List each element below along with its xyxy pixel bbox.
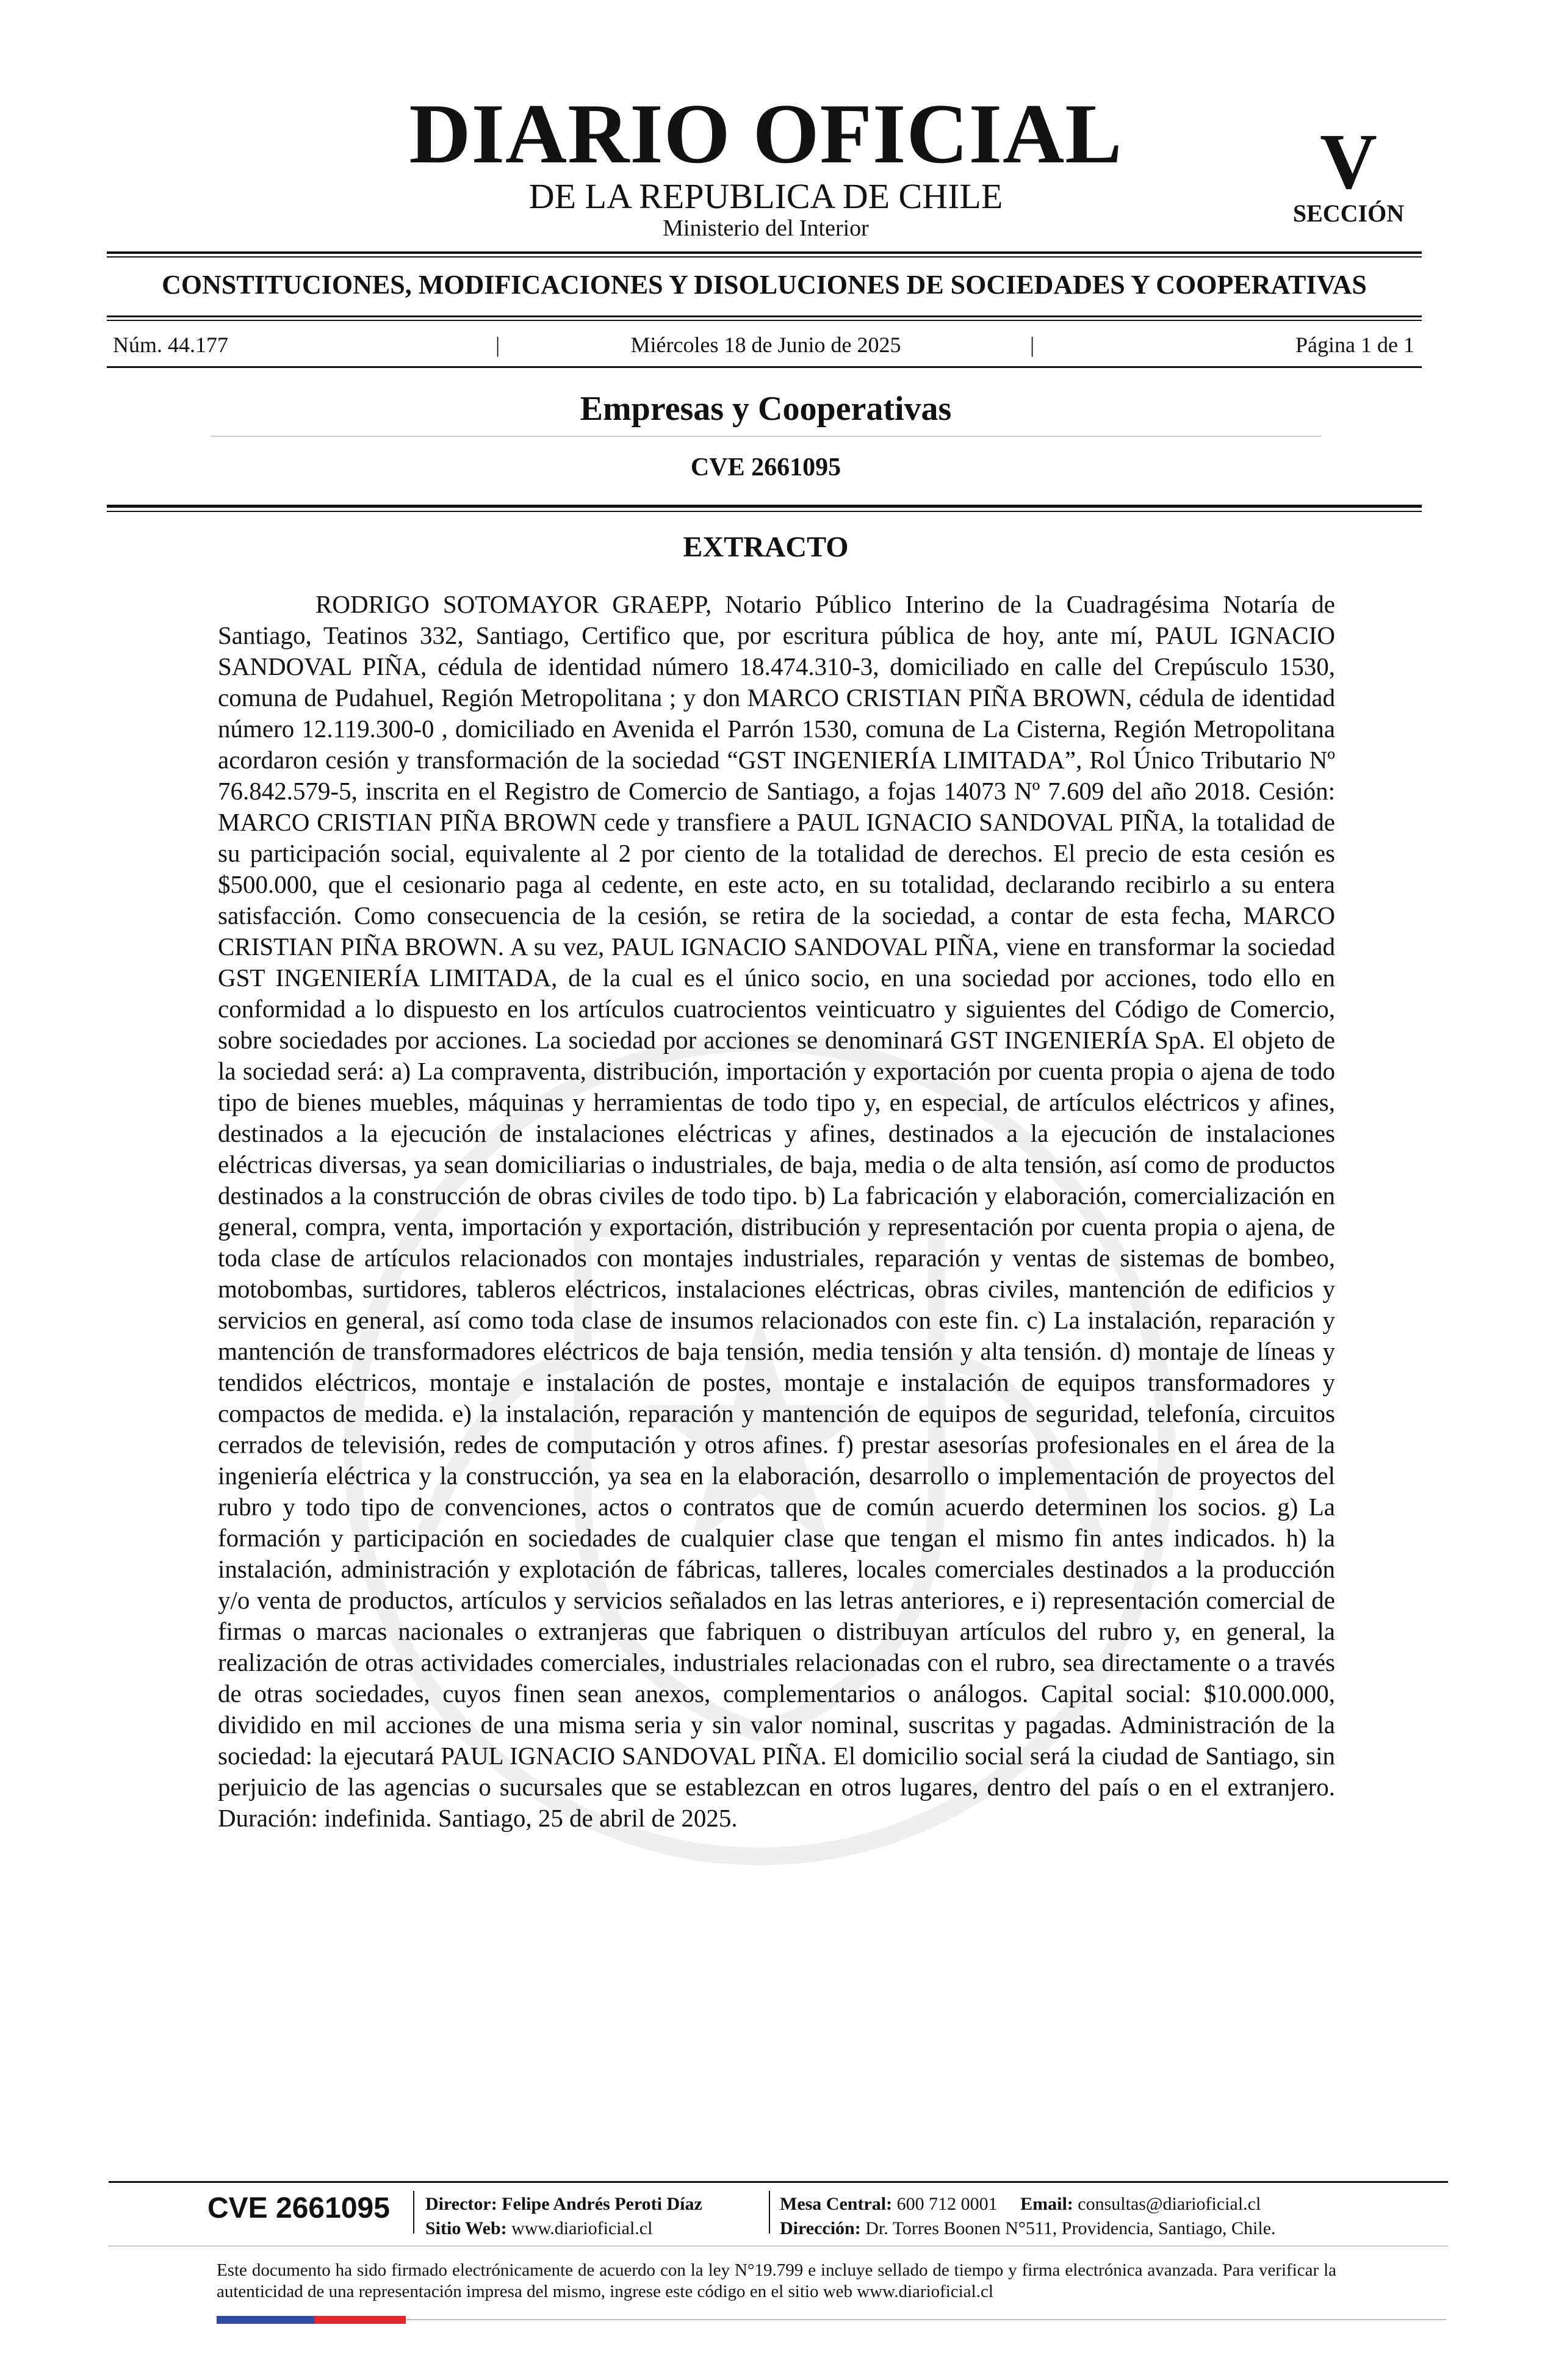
address-value: Dr. Torres Boonen N°511, Providencia, Santiago, Chile. bbox=[865, 2218, 1276, 2238]
category-title: CONSTITUCIONES, MODIFICACIONES Y DISOLUCIONES DE SOCIEDADES Y COOPERATIVAS bbox=[162, 270, 1367, 300]
director-name: Felipe Andrés Peroti Díaz bbox=[502, 2194, 702, 2214]
footer-website bbox=[425, 2216, 767, 2241]
footer-divider bbox=[769, 2191, 770, 2234]
category-rule-thin bbox=[107, 320, 1422, 321]
issue-date: Miércoles 18 de Junio de 2025 bbox=[630, 333, 901, 357]
section-title: Empresas y Cooperativas bbox=[580, 390, 952, 428]
masthead-subtitle: DE LA REPUBLICA DE CHILE bbox=[528, 176, 1003, 216]
section-letter: V bbox=[1320, 118, 1377, 206]
masthead-rule bbox=[107, 251, 1422, 254]
masthead-title: DIARIO OFICIAL bbox=[409, 87, 1123, 181]
meta-rule bbox=[107, 366, 1422, 368]
footer-rule bbox=[109, 2181, 1448, 2183]
cve-rule bbox=[107, 505, 1422, 508]
meta-separator: | bbox=[1030, 333, 1035, 357]
masthead-ministry: Ministerio del Interior bbox=[663, 215, 869, 241]
category-rule bbox=[107, 316, 1422, 317]
section-label: SECCIÓN bbox=[1292, 200, 1405, 227]
email-link[interactable]: consultas@diarioficial.cl bbox=[1078, 2194, 1261, 2214]
footer-contact bbox=[780, 2192, 1427, 2216]
section-rule bbox=[211, 436, 1321, 437]
footer-address bbox=[780, 2216, 1427, 2241]
issue-number: Núm. 44.177 bbox=[113, 333, 228, 357]
footer-director bbox=[425, 2192, 767, 2216]
phone-value: 600 712 0001 bbox=[896, 2194, 998, 2214]
masthead-rule-thin bbox=[107, 256, 1422, 258]
meta-separator: | bbox=[495, 333, 500, 357]
footer-cve: CVE 2661095 bbox=[207, 2192, 390, 2224]
email-label: Email: bbox=[1020, 2194, 1073, 2214]
website-link[interactable]: www.diarioficial.cl bbox=[511, 2218, 653, 2238]
website-label: Sitio Web: bbox=[425, 2218, 507, 2238]
flag-stripe-gray bbox=[406, 2319, 1446, 2320]
address-label: Dirección: bbox=[780, 2218, 861, 2238]
cve-header: CVE 2661095 bbox=[690, 453, 841, 481]
director-label: Director: bbox=[425, 2194, 497, 2214]
page-indicator: Página 1 de 1 bbox=[1295, 333, 1414, 357]
flag-stripe-red bbox=[314, 2316, 406, 2324]
extract-body: RODRIGO SOTOMAYOR GRAEPP, Notario Público Interino de la Cuadragésima Notaría de Santiago, Teatinos 332, Santiago, Certifico que, por escritura pública de hoy, ante mí, PAUL IGNACIO SANDOVAL PIÑA, cédula de identidad número 18.474.310-3, domiciliado en calle del Crepúsculo 1530, comuna de Pudahuel, Región Metropolitana ; y don MARCO CRISTIAN PIÑA BROWN, cédula de identidad número 12.119.300-0 , domiciliado en Avenida el Parrón 1530, comuna de La Cisterna, Región Metropolitana acordaron cesión y transformación de la sociedad “GST INGENIERÍA LIMITADA”, Rol Único Tributario Nº 76.842.579-5, inscrita en el Registro de Comercio de Santiago, a fojas 14073 Nº 7.609 del año 2018. Cesión: MARCO CRISTIAN PIÑA BROWN cede y transfiere a PAUL IGNACIO SANDOVAL PIÑA, la totalidad de su participación social, equivalente al 2 por ciento de la totalidad de derechos. El precio de esta cesión es $500.000, que el cesionario paga al cedente, en este acto, en su totalidad, declarando recibirlo a su entera satisfacción. Como consecuencia de la cesión, se retira de la sociedad, a contar de esta fecha, MARCO CRISTIAN PIÑA BROWN. A su vez, PAUL IGNACIO SANDOVAL PIÑA, viene en transformar la sociedad GST INGENIERÍA LIMITADA, de la cual es el único socio, en una sociedad por acciones, todo ello en conformidad a lo dispuesto en los artículos cuatrocientos veinticuatro y siguientes del Código de Comercio, sobre sociedades por acciones. La sociedad por acciones se denominará GST INGENIERÍA SpA. El objeto de la sociedad será: a) La compraventa, distribución, importación y exportación por cuenta propia o ajena de todo tipo de bienes muebles, máquinas y herramientas de todo tipo y, en especial, de artículos eléctricos y afines, destinados a la ejecución de instalaciones eléctricas y afines, destinados a la ejecución de instalaciones eléctricas diversas, ya sean domiciliarias o industriales, de baja, media o de alta tensión, así como de productos destinados a la construcción de obras civiles de todo tipo. b) La fabricación y elaboración, comercialización en general, compra, venta, importación y exportación, distribución y representación por cuenta propia o ajena, de toda clase de artículos relacionados con montajes industriales, reparación y ventas de sistemas de bombeo, motobombas, surtidores, tableros eléctricos, instalaciones eléctricas, obras civiles, mantención de edificios y servicios en general, así como toda clase de insumos relacionados con este fin. c) La instalación, reparación y mantención de transformadores eléctricos de baja tensión, media tensión y alta tensión. d) montaje de líneas y tendidos eléctricos, montaje e instalación de postes, montaje e instalación de equipos transformadores y compactos de medida. e) la instalación, reparación y mantención de equipos de seguridad, telefonía, circuitos cerrados de televisión, redes de computación y otros afines. f) prestar asesorías profesionales en el área de la ingeniería eléctrica y la construcción, ya sea en la elaboración, desarrollo o implementación de proyectos del rubro y todo tipo de convenciones, actos o contratos que de común acuerdo determinen los socios. g) La formación y participación en sociedades de cualquier clase que tengan el mismo fin antes indicados. h) la instalación, administración y explotación de fábricas, talleres, locales comerciales destinados a la producción y/o venta de productos, artículos y servicios señalados en las letras anteriores, e i) representación comercial de firmas o marcas nacionales o extranjeras que fabriquen o distribuyan artículos del rubro y, en general, la realización de otras actividades comerciales, industriales relacionadas con el rubro, sea directamente o a través de otras sociedades, cuyos finen sean anexos, complementarios o análogos. Capital social: $10.000.000, dividido en mil acciones de una misma seria y sin valor nominal, suscritas y pagadas. Administración de la sociedad: la ejecutará PAUL IGNACIO SANDOVAL PIÑA. El domicilio social será la ciudad de Santiago, sin perjuicio de las agencias o sucursales que se establezcan en otros lugares, dentro del país o en el extranjero. Duración: indefinida. Santiago, 25 de abril de 2025. bbox=[218, 590, 1335, 1832]
footer-divider bbox=[413, 2191, 414, 2234]
phone-label: Mesa Central: bbox=[780, 2194, 893, 2214]
footer-note: Este documento ha sido firmado electrónicamente de acuerdo con la ley N°19.799 e incluye sellado de tiempo y firma electrónica avanzada. Para verificar la autenticidad de una representación impresa del mismo, ingrese este código en el sitio web www.diarioficial.cl bbox=[217, 2260, 1336, 2301]
flag-stripe-blue bbox=[217, 2316, 314, 2324]
cve-rule-thin bbox=[107, 511, 1422, 512]
document-type: EXTRACTO bbox=[683, 531, 849, 563]
